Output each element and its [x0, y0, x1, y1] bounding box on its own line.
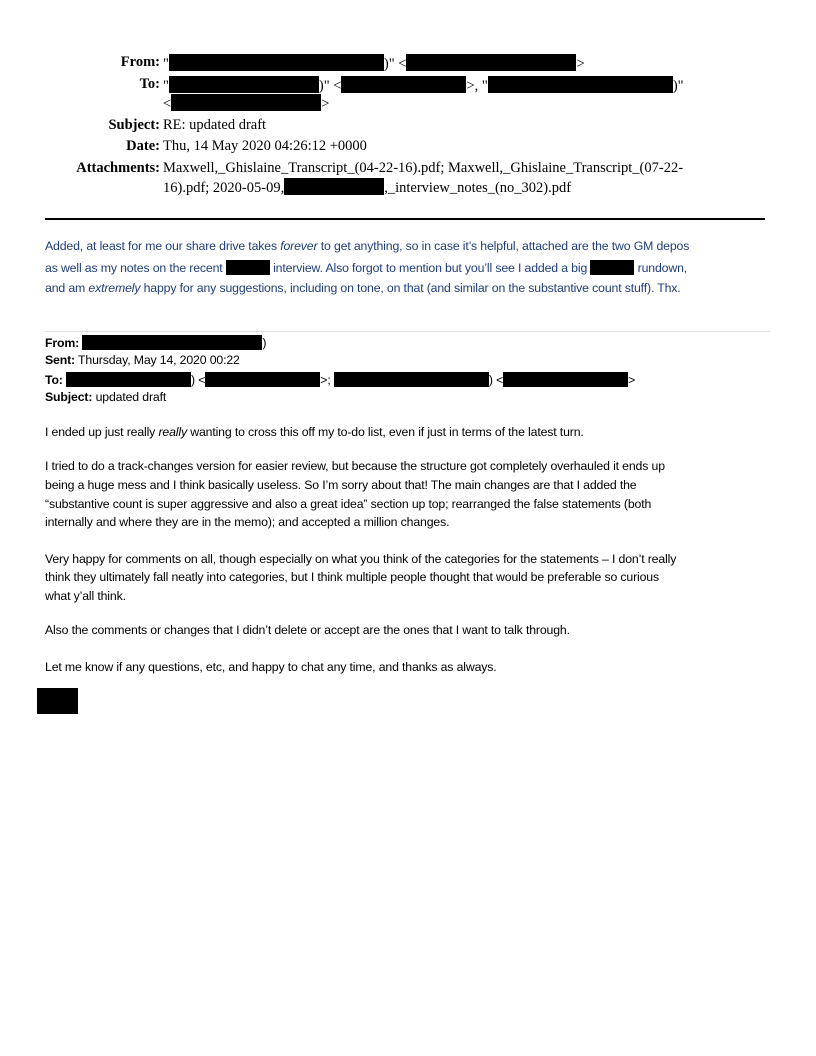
redaction [488, 76, 673, 93]
orig-sent-row: Sent: Thursday, May 14, 2020 00:22 [45, 353, 240, 367]
reply-line: as well as my notes on the recent interview. Also forgot to mention but you’ll see I added a big rundown, [45, 261, 688, 275]
from-label: From: [120, 54, 160, 70]
paragraph: think they ultimately fall neatly into categories, but I think multiple people thought that would be preferable so curious [45, 570, 659, 584]
redaction [590, 260, 634, 275]
paragraph: I ended up just really really wanting to cross this off my to-do list, even if just in terms of the latest turn. [45, 425, 584, 439]
redaction-block [37, 688, 78, 714]
redaction [169, 54, 384, 71]
paragraph: Very happy for comments on all, though especially on what you think of the categories for the statements – I don’t really [45, 552, 677, 566]
divider [45, 331, 770, 332]
email-page: From: " )" < > To: " )" < >, " )" < > Subject: RE: updated draft Date: Thu, 14 May 2020 04:26:12 +0000 Attachments: Maxwell,_Ghislaine_Transcript_(04-22-16).pdf; Maxwell,_Ghislaine_Transcript_(07-22- 16).pdf; 2020-05-09, ,_interview_notes_(no_302).pdf Added, at least for me our share drive takes forever to get anything, so in case it’s helpful, attached are the two GM depos as well as my notes on the recent interview. Also forgot to mention but you’ll see I added a big rundown, and am extremely happy for any suggestions, including on tone, on that (and similar on the substantive count stuff). Thx. From: ) Sent: Thursday, May 14, 2020 00:22 To: ) < >; ) < > Subject: updated draft I ended up just really really wanting to cross this off my to-do list, even if just in terms of the latest turn. I tried to do a track-changes version for easier review, but because the structure got completely overhauled it ends up being a huge mess and I think basically useless. So I’m sorry about that! The main changes are that I added the “substantive count is super aggressive and also a great idea” section up top; rearranged the false statements (both internally and where they are in the memo); and accepted a million changes. Very happy for comments on all, though especially on what you think of the categories for the statements – I don’t really think they ultimately fall neatly into categories, but I think multiple people thought that would be preferable so curious what y’all think. Also the comments or changes that I didn’t delete or accept are the ones that I want to talk through. Let me know if any questions, etc, and happy to chat any time, and thanks as always. [0, 0, 816, 1056]
redaction [284, 178, 384, 195]
redaction [205, 372, 320, 387]
redaction [406, 54, 576, 71]
redaction [503, 372, 628, 387]
redaction [169, 76, 319, 93]
to-label: To: [139, 76, 160, 92]
redaction [341, 76, 466, 93]
subject-value: RE: updated draft [163, 117, 267, 133]
reply-line: and am extremely happy for any suggestions, including on tone, on that (and similar on the substantive count stuff). Thx. [45, 281, 681, 295]
paragraph: Let me know if any questions, etc, and happy to chat any time, and thanks as always. [45, 660, 497, 674]
paragraph: what y’all think. [45, 589, 126, 603]
paragraph: internally and where they are in the memo); and accepted a million changes. [45, 515, 450, 529]
paragraph: “substantive count is super aggressive and also a great idea” section up top; rearranged the false statements (both [45, 497, 652, 511]
date-value: Thu, 14 May 2020 04:26:12 +0000 [163, 138, 367, 154]
reply-line: Added, at least for me our share drive takes forever to get anything, so in case it’s helpful, attached are the two GM depos [45, 239, 690, 253]
paragraph: Also the comments or changes that I didn’t delete or accept are the ones that I want to talk through. [45, 623, 570, 637]
orig-to-row: To: ) < >; ) < > [45, 373, 636, 387]
divider [45, 218, 765, 220]
redaction [334, 372, 489, 387]
redaction [171, 94, 321, 111]
paragraph: I tried to do a track-changes version for easier review, but because the structure got completely overhauled it ends up [45, 459, 665, 473]
orig-from-row: From: ) [45, 336, 267, 350]
redaction [66, 372, 191, 387]
redaction [82, 335, 262, 350]
attachment-links[interactable]: Maxwell,_Ghislaine_Transcript_(04-22-16).pdf; Maxwell,_Ghislaine_Transcript_(07-22- [163, 160, 684, 176]
orig-subject-row: Subject: updated draft [45, 390, 167, 404]
paragraph: being a huge mess and I think basically useless. So I’m sorry about that! The main changes are that I added the [45, 478, 637, 492]
redaction [226, 260, 270, 275]
